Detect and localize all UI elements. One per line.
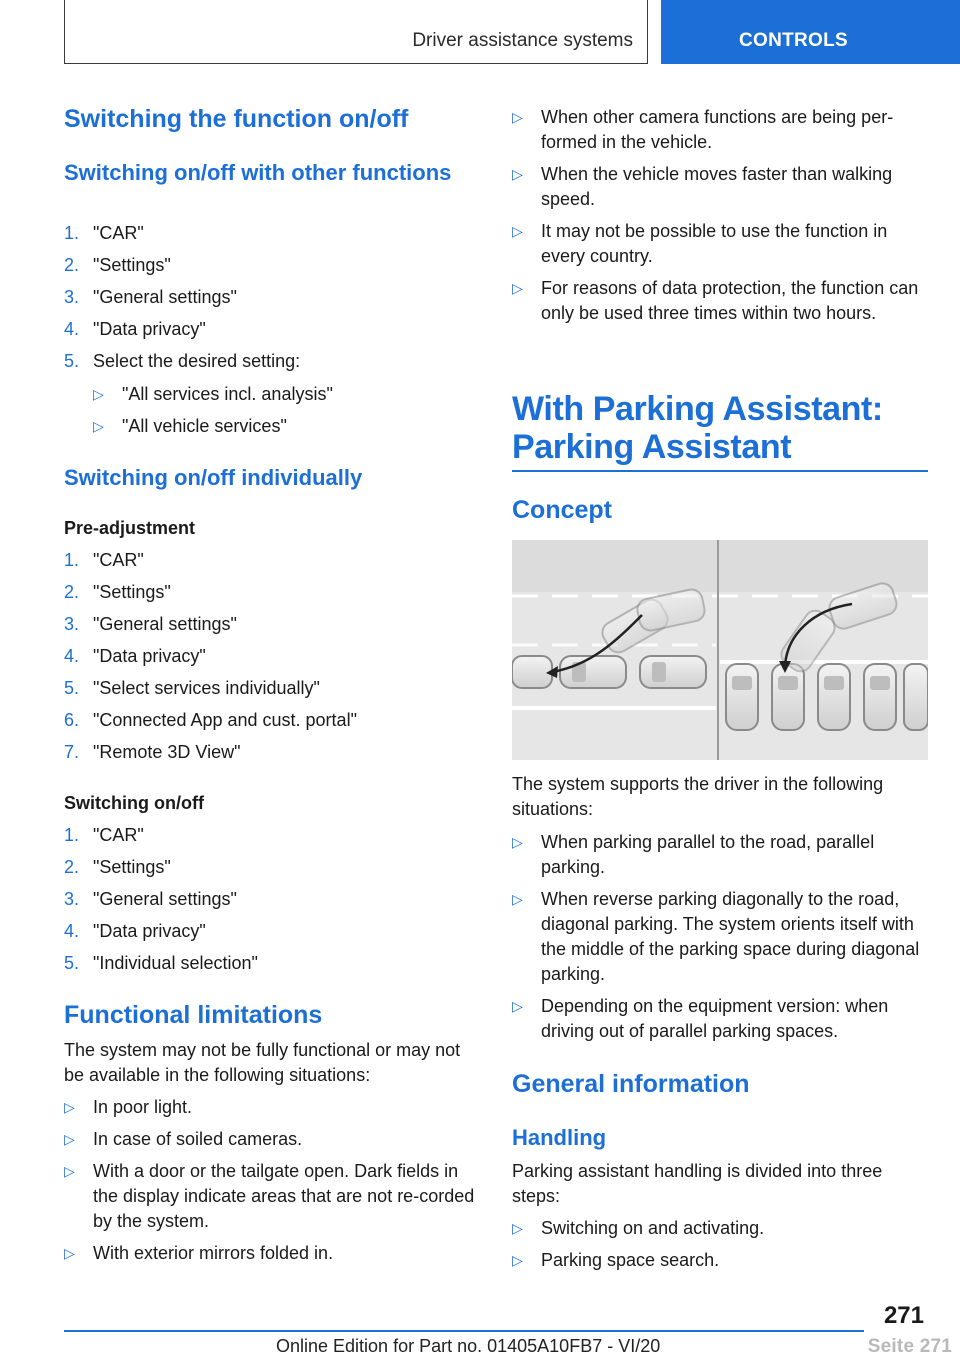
bullet-triangle-icon: ▷ — [512, 223, 523, 239]
list-item: 4. "Data privacy" — [64, 319, 206, 339]
list-item: 5. "Individual selection" — [64, 953, 258, 973]
list-item: 2. "Settings" — [64, 255, 171, 275]
bullet-triangle-icon: ▷ — [512, 1220, 523, 1236]
bullet-triangle-icon: ▷ — [64, 1245, 75, 1261]
heading-preadjustment: Pre-adjustment — [64, 518, 196, 538]
steps-other-functions — [64, 221, 482, 381]
list-item: 5. Select the desired setting: — [64, 351, 301, 371]
chapter-tab[interactable] — [661, 0, 960, 64]
watermark: Seite 271 — [867, 1336, 952, 1357]
list-item: 7. "Remote 3D View" — [64, 742, 241, 762]
list-item: ▷ When parking parallel to the road, parallel parking. — [512, 832, 875, 877]
bullet-triangle-icon: ▷ — [512, 109, 523, 125]
bullet-triangle-icon: ▷ — [512, 166, 523, 182]
footer-rule — [64, 1330, 864, 1332]
parking-diagram-image — [512, 540, 928, 760]
steps-switching — [64, 823, 482, 983]
list-item: ▷ In poor light. — [64, 1095, 482, 1120]
bullet-triangle-icon: ▷ — [93, 386, 104, 402]
parking-illustration — [512, 540, 928, 760]
bullet-triangle-icon: ▷ — [64, 1099, 75, 1115]
list-item: ▷ In case of soiled cameras. — [64, 1127, 482, 1152]
concept-intro: The system supports the driver in the following situations: — [512, 774, 884, 819]
list-item: 3. "General settings" — [64, 614, 237, 634]
list-item: 3. "General settings" — [64, 889, 237, 909]
heading-function-on-off: Switching the function on/off — [64, 105, 409, 133]
list-item: ▷ With exterior mirrors folded in. — [64, 1241, 482, 1266]
list-item: 1. "CAR" — [64, 550, 144, 570]
heading-individually: Switching on/off individually — [64, 465, 363, 490]
list-item: ▷ It may not be possible to use the function in every country. — [512, 221, 888, 266]
limitations-list-continued — [512, 105, 928, 326]
bullet-triangle-icon: ▷ — [64, 1131, 75, 1147]
list-item: 2. "Settings" — [64, 857, 171, 877]
header-section-box — [64, 0, 648, 64]
page-number: 271 — [883, 1302, 924, 1329]
list-item: ▷ When the vehicle moves faster than walking speed. — [512, 164, 893, 209]
heading-parking-assistant: With Parking Assistant: Parking Assistant — [512, 390, 883, 466]
heading-functional-limitations: Functional limitations — [64, 1001, 323, 1029]
limitations-intro: The system may not be fully functional or may not be available in the following situations: — [64, 1040, 461, 1085]
list-item: ▷ "All services incl. analysis" — [93, 382, 482, 407]
steps-preadjustment — [64, 548, 482, 772]
bullet-triangle-icon: ▷ — [512, 998, 523, 1014]
heading-handling: Handling — [512, 1125, 607, 1150]
bullet-triangle-icon: ▷ — [93, 418, 104, 434]
chapter-title: CONTROLS — [738, 30, 848, 51]
list-item: 1. "CAR" — [64, 825, 144, 845]
list-item: ▷ "All vehicle services" — [93, 414, 482, 439]
heading-concept: Concept — [512, 496, 612, 524]
options-list — [93, 382, 482, 439]
list-item: 4. "Data privacy" — [64, 646, 206, 666]
heading-rule — [512, 470, 928, 472]
list-item: ▷ For reasons of data protection, the function can only be used three times within two hours. — [512, 278, 919, 323]
bullet-triangle-icon: ▷ — [512, 891, 523, 907]
list-item: 1. "CAR" — [64, 223, 144, 243]
list-item: 2. "Settings" — [64, 582, 171, 602]
concept-list — [512, 830, 928, 1044]
list-item: ▷ With a door or the tailgate open. Dark fields in the display indicate areas that are not re-corded by the system. — [64, 1161, 475, 1231]
heading-other-functions: Switching on/off with other functions — [64, 160, 452, 185]
list-item: ▷ Parking space search. — [512, 1248, 928, 1273]
handling-intro: Parking assistant handling is divided into three steps: — [512, 1161, 883, 1206]
list-item: 4. "Data privacy" — [64, 921, 206, 941]
list-item: 5. "Select services individually" — [64, 678, 320, 698]
heading-general-information: General information — [512, 1070, 750, 1098]
list-item: ▷ Switching on and activating. — [512, 1216, 928, 1241]
section-title: Driver assistance systems — [412, 30, 633, 51]
bullet-triangle-icon: ▷ — [512, 1252, 523, 1268]
list-item: ▷ Depending on the equipment version: when driving out of parallel parking spaces. — [512, 996, 889, 1041]
heading-switching-on-off: Switching on/off — [64, 793, 204, 813]
bullet-triangle-icon: ▷ — [64, 1163, 75, 1179]
limitations-list — [64, 1095, 482, 1266]
list-item: ▷ When other camera functions are being per-formed in the vehicle. — [512, 107, 894, 152]
list-item: ▷ When reverse parking diagonally to the road, diagonal parking. The system orients itself with the middle of the parking space during diagonal parking. — [512, 889, 920, 984]
bullet-triangle-icon: ▷ — [512, 280, 523, 296]
edition-text: Online Edition for Part no. 01405A10FB7 - VI/20 — [276, 1336, 661, 1356]
bullet-triangle-icon: ▷ — [512, 834, 523, 850]
handling-list — [512, 1216, 928, 1273]
list-item: 3. "General settings" — [64, 287, 237, 307]
list-item: 6. "Connected App and cust. portal" — [64, 710, 357, 730]
